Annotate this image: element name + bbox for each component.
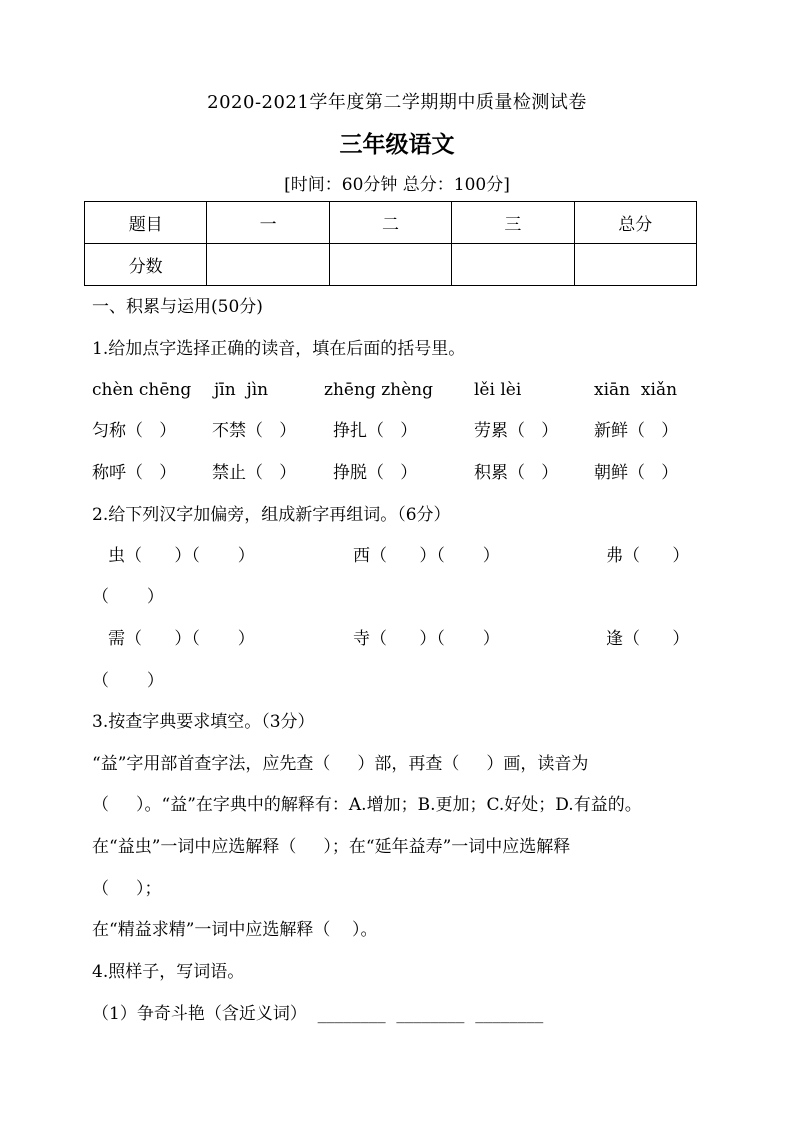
q1-item[interactable]: 新鲜（ ）	[594, 421, 679, 441]
q1-pinyin: xiān xiǎn	[594, 380, 678, 400]
score-table-header: 三	[452, 202, 574, 244]
score-row-label: 分数	[85, 244, 207, 286]
q3-line: 在“益虫”一词中应选解释（ ）；在“延年益寿”一词中应选解释	[92, 837, 571, 857]
q1-prompt: 1.给加点字选择正确的读音，填在后面的括号里。	[92, 339, 466, 359]
q2-prompt: 2.给下列汉字加偏旁，组成新字再组词。（6分）	[92, 505, 451, 525]
q1-pinyin: lěi lèi	[474, 380, 522, 400]
q2-item[interactable]: 寺（ ）（ ）	[353, 629, 500, 649]
q1-item[interactable]: 禁止（ ）	[212, 463, 297, 483]
q1-item[interactable]: 称呼（ ）	[92, 463, 177, 483]
q1-item[interactable]: 朝鲜（ ）	[594, 463, 679, 483]
q2-item-wrap[interactable]: （ ）	[92, 671, 164, 691]
section1-title: 一、积累与运用(50分)	[92, 297, 263, 317]
q3-line: （ ）。“益”在字典中的解释有：A.增加；B.更加；C.好处；D.有益的。	[92, 795, 642, 815]
q1-item[interactable]: 挣脱（ ）	[333, 463, 418, 483]
q4-item[interactable]: （1）争奇斗艳（含近义词） ________ ________ ________	[92, 1004, 544, 1024]
score-table	[84, 201, 697, 286]
q1-item[interactable]: 不禁（ ）	[212, 421, 297, 441]
score-cell[interactable]	[207, 244, 329, 286]
q2-item[interactable]: 逢（ ）	[606, 629, 690, 649]
exam-title: 2020-2021学年度第二学期期中质量检测试卷	[207, 92, 587, 113]
q1-item[interactable]: 匀称（ ）	[92, 421, 177, 441]
q3-line: 在“精益求精”一词中应选解释（ ）。	[92, 920, 378, 940]
q1-pinyin: chèn chēng	[92, 380, 192, 400]
score-cell[interactable]	[329, 244, 451, 286]
q2-item[interactable]: 需（ ）（ ）	[108, 629, 255, 649]
q2-item[interactable]: 西（ ）（ ）	[353, 546, 500, 566]
q2-item[interactable]: 虫（ ）（ ）	[108, 546, 255, 566]
score-cell[interactable]	[452, 244, 574, 286]
q3-prompt: 3.按查字典要求填空。（3分）	[92, 712, 315, 732]
score-table-header: 二	[329, 202, 451, 244]
q1-pinyin: jīn jìn	[214, 380, 269, 400]
score-table-header-row	[85, 202, 697, 244]
q3-line: “益”字用部首查字法，应先查（ ）部，再查（ ）画，读音为	[92, 754, 589, 774]
q4-prompt: 4.照样子，写词语。	[92, 962, 245, 982]
q2-item-wrap[interactable]: （ ）	[92, 587, 164, 607]
q1-item[interactable]: 积累（ ）	[474, 463, 559, 483]
q2-item[interactable]: 弗（ ）	[606, 546, 690, 566]
q1-item[interactable]: 劳累（ ）	[474, 421, 559, 441]
q1-item[interactable]: 挣扎（ ）	[333, 421, 418, 441]
score-table-score-row	[85, 244, 697, 286]
score-table-header: 总分	[574, 202, 696, 244]
subject-title: 三年级语文	[339, 131, 455, 158]
score-cell[interactable]	[574, 244, 696, 286]
score-table-header: 一	[207, 202, 329, 244]
q1-pinyin: zhēng zhèng	[324, 380, 433, 400]
score-table-header: 题目	[85, 202, 207, 244]
time-info: [时间：60分钟 总分：100分]	[284, 175, 510, 195]
q3-line: （ ）；	[92, 879, 162, 899]
